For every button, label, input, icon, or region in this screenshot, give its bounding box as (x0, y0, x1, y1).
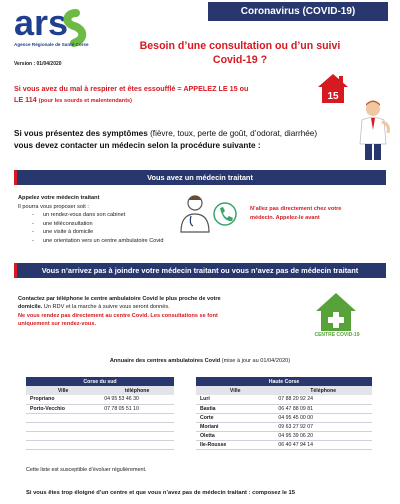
list-item: - une orientation vers un centre ambulatoire Covid (32, 237, 198, 246)
table-row (26, 431, 174, 440)
city-cell (26, 413, 100, 422)
column-header-telephone: Téléphone (274, 386, 372, 395)
logo-letters: ars (14, 5, 69, 43)
city-cell: Moriani (196, 422, 274, 431)
symptoms-lead: Si vous présentez des symptômes (14, 129, 148, 138)
phone-handset (220, 207, 233, 221)
domicile-word: domicile. (18, 304, 43, 311)
call-doctor-intro: Il pourra vous proposer soit : (18, 203, 89, 210)
section-no-doctor-body (18, 295, 288, 329)
call-15-final-notice: Si vous êtes trop éloigné d’un centre et que vous n’avez pas de médecin traitant : composez le 15 (26, 490, 295, 496)
centre-roof (316, 293, 356, 311)
phone-cell: 04 95 39 06 20 (274, 431, 372, 440)
phone-cell: 09 63 27 92 07 (274, 422, 372, 431)
doctor-illustration-icon (354, 100, 392, 162)
house-chimney (339, 76, 343, 84)
centre-covid-house-icon (315, 292, 357, 332)
phone-cell: 04 95 53 46 30 (100, 395, 174, 404)
dont-go-directly-note (250, 205, 380, 223)
cross-horizontal (328, 317, 344, 323)
list-item: - une visite à domicile (32, 228, 198, 237)
warning-line-1: Ne vous rendez pas directement au centre Covid. Les consultations se font (18, 312, 218, 319)
table-haute-corse (196, 377, 372, 450)
table-corse-du-sud (26, 377, 174, 450)
column-header-telephone: téléphone (100, 386, 174, 395)
city-cell: Bastia (196, 404, 274, 413)
city-cell: Ile-Rousse (196, 440, 274, 449)
city-cell (26, 431, 100, 440)
table-row (196, 413, 372, 422)
page-title (120, 39, 360, 67)
urgent-number-114: LE 114 (14, 95, 37, 104)
options-list (18, 211, 198, 245)
note-line-2: médecin. Appelez-le avant (250, 214, 320, 221)
table-row (196, 431, 372, 440)
ars-logo (14, 5, 104, 57)
title-line-1: Besoin d’une consultation ou d’un suivi (139, 40, 341, 52)
phone-cell (100, 413, 174, 422)
table-row (196, 395, 372, 404)
house-badge-number: 15 (327, 91, 339, 102)
phone-cell (100, 431, 174, 440)
section-medecin-traitant-body (18, 194, 198, 246)
call-doctor-heading: Appelez votre médecin traitant (18, 195, 100, 201)
directory-title (0, 358, 400, 364)
phone-cell (100, 422, 174, 431)
note-line-1: N’allez pas directement chez votre (250, 206, 342, 212)
version-label: Version : 01/04/2020 (14, 61, 62, 67)
phone-cell: 07 78 05 51 10 (100, 404, 174, 413)
phone-cell: 04 95 45 00 00 (274, 413, 372, 422)
phone-cell: 07 88 20 92 24 (274, 395, 372, 404)
house-roof (318, 74, 348, 87)
table-row (196, 440, 372, 449)
logo-subtitle: Agence Régionale de Santé Corse (14, 42, 89, 47)
centre-covid-label: CENTRE COVID-19 (314, 332, 360, 338)
city-cell: Corte (196, 413, 274, 422)
urgent-deaf-note: (pour les sourds et malentendants) (38, 98, 133, 104)
table-row (26, 422, 174, 431)
table-row (196, 422, 372, 431)
symptoms-intro (14, 128, 352, 151)
contact-centre-line-1: Contactez par téléphone le centre ambulatoire Covid le plus proche de votre (18, 296, 221, 302)
section-no-doctor-title: Vous n’arrivez pas à joindre votre médecin traitant ou vous n’avez pas de médecin traitant (14, 263, 386, 278)
table-row (196, 404, 372, 413)
warning-line-2: uniquement sur rendez-vous. (18, 321, 97, 328)
title-line-2: Covid-19 ? (212, 54, 268, 66)
doctor-body-outline (181, 214, 209, 232)
phone-circle (214, 203, 236, 225)
doctor-hair-outline (189, 196, 201, 200)
column-header-ville: Ville (196, 386, 274, 395)
table-row (26, 413, 174, 422)
list-update-footnote: Cette liste est susceptible d’évoluer régulièrement. (26, 467, 147, 473)
region-header: Corse du sud (26, 377, 174, 386)
logo-green-swoosh (67, 13, 82, 43)
urgent-notice (14, 83, 314, 107)
urgent-line-1: Si vous avez du mal à respirer et êtes essoufflé = APPELEZ LE 15 ou (14, 84, 249, 93)
doctor-leg-left (365, 144, 372, 160)
table-row (26, 440, 174, 449)
phone-cell (100, 440, 174, 449)
column-header-ville: Ville (26, 386, 100, 395)
table-row (26, 404, 174, 413)
region-header: Haute Corse (196, 377, 372, 386)
city-cell: Porto-Vecchio (26, 404, 100, 413)
city-cell: Propriano (26, 395, 100, 404)
table-row (26, 395, 174, 404)
doctor-head (366, 102, 380, 116)
emergency-15-house-icon (316, 72, 350, 104)
phone-cell: 06 40 47 94 14 (274, 440, 372, 449)
phone-cell: 06 47 88 09 81 (274, 404, 372, 413)
list-item: - un rendez-vous dans son cabinet (32, 211, 198, 220)
symptoms-instruction: vous devez contacter un médecin selon la procédure suivante : (14, 140, 261, 150)
directory-title-bold: Annuaire des centres ambulatoires Covid (109, 358, 221, 364)
section-medecin-traitant-title: Vous avez un médecin traitant (14, 170, 386, 185)
directory-update-date: (mise à jour au 01/04/2020) (220, 358, 291, 364)
section-1-accent (14, 170, 17, 185)
rdv-instruction: Un RDV et la marche à suivre vous seront donnés. (42, 304, 170, 311)
doctor-phone-icon (177, 192, 239, 236)
city-cell (26, 440, 100, 449)
list-item: - une téléconsultation (32, 220, 198, 229)
urgent-line-2 (14, 94, 314, 107)
section-2-accent (14, 263, 17, 278)
contact-centre-line-2 (18, 303, 288, 311)
city-cell: Oletta (196, 431, 274, 440)
city-cell (26, 422, 100, 431)
covid-banner: Coronavirus (COVID-19) (208, 2, 388, 21)
symptoms-list: (fièvre, toux, perte de goût, d’odorat, diarrhée) (150, 129, 318, 138)
city-cell: Luri (196, 395, 274, 404)
doctor-leg-right (374, 144, 381, 160)
